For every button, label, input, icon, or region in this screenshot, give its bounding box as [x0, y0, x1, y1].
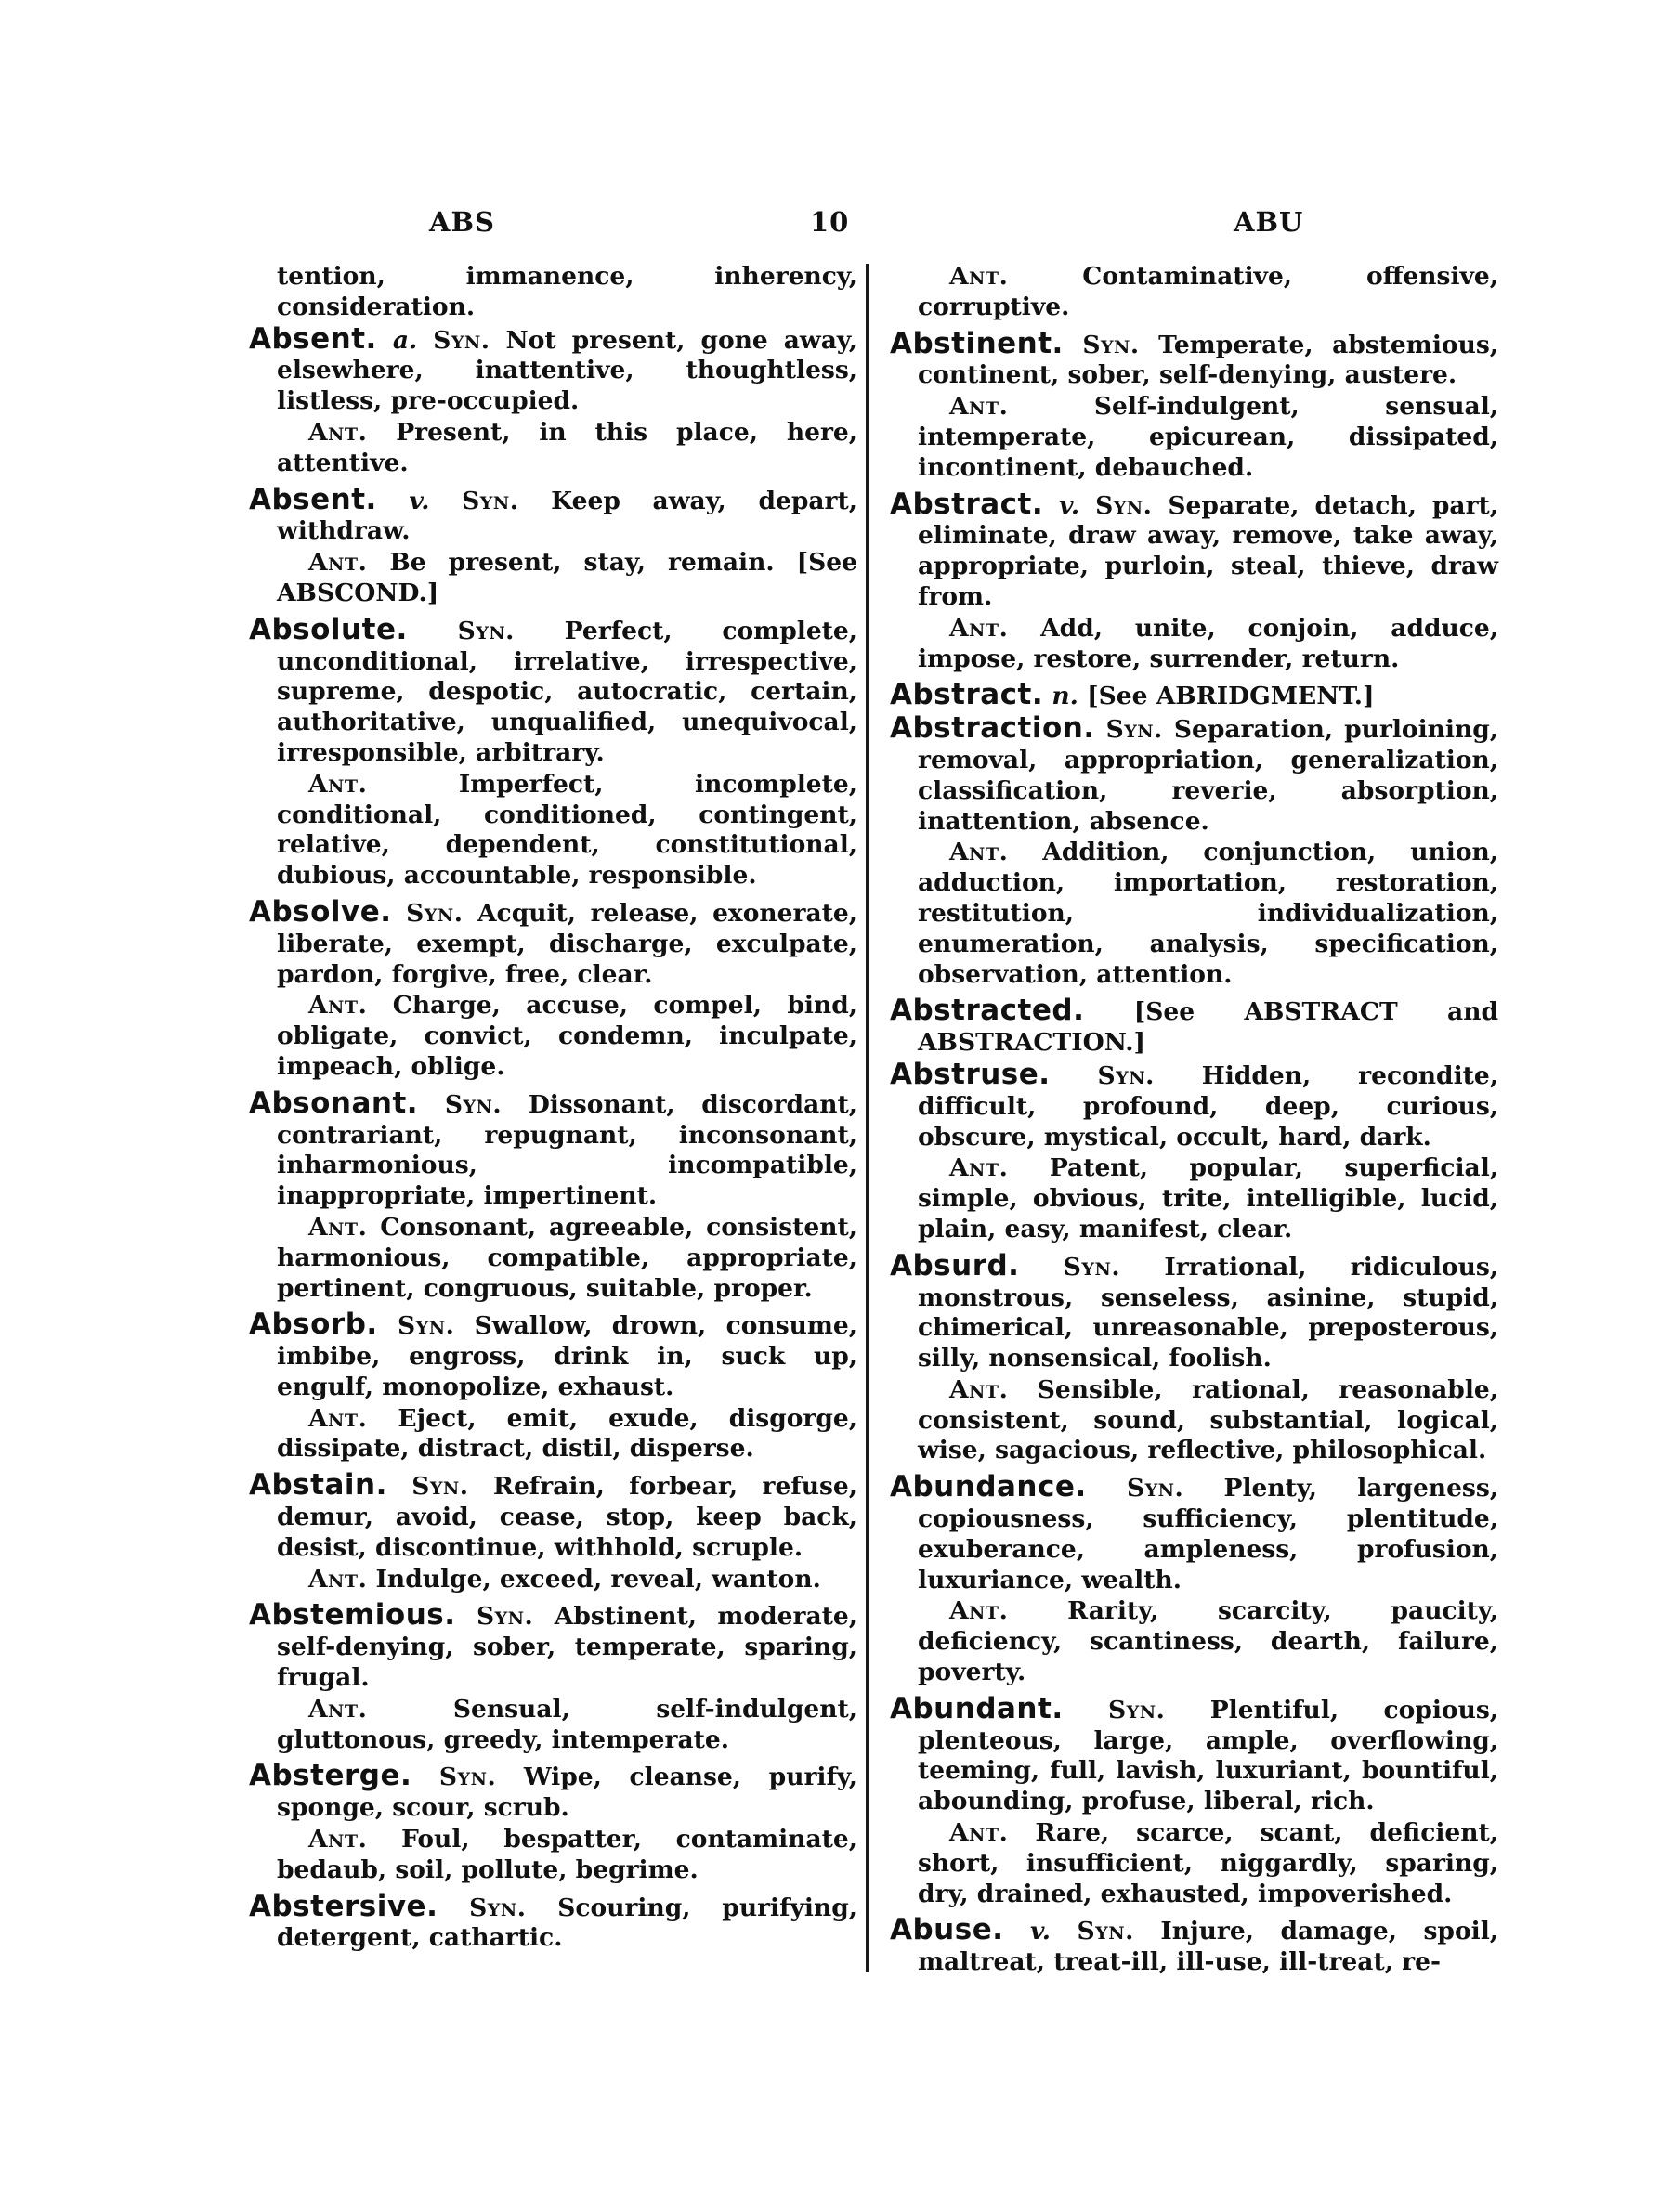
- headword: Abstract.: [890, 487, 1044, 521]
- synonym-label: Syn.: [462, 486, 519, 515]
- headword: Abstruse.: [890, 1057, 1051, 1091]
- synonym-label: Syn.: [406, 898, 464, 928]
- synonym-label: Syn.: [411, 1472, 469, 1502]
- antonym-list: Present, in this place, here, attentive.: [277, 417, 857, 477]
- dictionary-entry: [249, 1470, 857, 1563]
- dictionary-entry: [890, 1472, 1498, 1595]
- headword: Absolve.: [249, 894, 392, 929]
- antonym-list: Self-indulgent, sensual, intemperate, epicurean, dissipated, incontinent, debauched.: [918, 392, 1498, 482]
- antonym-block: [249, 1213, 857, 1304]
- synonym-list: Acquit, release, exonerate, liberate, exempt, discharge, exculpate, pardon, forgive, free, clear.: [277, 898, 857, 989]
- synonym-list: Plentiful, copious, plenteous, large, ample, overflowing, teeming, full, lavish, luxuriant, bountiful, abounding, profuse, liberal, rich.: [918, 1695, 1498, 1816]
- dictionary-entry: [890, 1057, 1498, 1152]
- antonym-list: Add, unite, conjoin, adduce, impose, restore, surrender, return.: [918, 613, 1498, 673]
- headword: Abstraction.: [890, 711, 1095, 746]
- antonym-block: [249, 1565, 857, 1595]
- antonym-list: Foul, bespatter, contaminate, bedaub, soil, pollute, begrime.: [277, 1825, 857, 1884]
- synonym-list: Dissonant, discordant, contrariant, repugnant, inconsonant, inharmonious, incompatible, inappropriate, impertinent.: [277, 1089, 857, 1211]
- synonym-list: Refrain, forbear, refuse, demur, avoid, cease, stop, keep back, desist, discontinue, withhold, scruple.: [277, 1472, 858, 1562]
- headword: Abundance.: [890, 1470, 1087, 1504]
- synonym-list: Injure, damage, spoil, maltreat, treat-ill, ill-use, ill-treat, re-: [918, 1917, 1498, 1977]
- synonym-list: Swallow, drown, consume, imbibe, engross, drink in, suck up, engulf, monopolize, exhaust.: [277, 1311, 858, 1401]
- antonym-block: [890, 1818, 1498, 1909]
- dictionary-entry: [249, 894, 857, 990]
- antonym-list: Imperfect, incomplete, conditional, conditioned, contingent, relative, dependent, constitutional, dubious, accountable, responsible.: [277, 769, 857, 891]
- headword: Absterge.: [249, 1759, 412, 1793]
- antonym-block: [890, 392, 1498, 483]
- antonym-list: Sensible, rational, reasonable, consistent, sound, substantial, logical, wise, sagacious, reflective, philosophical.: [918, 1374, 1498, 1465]
- dictionary-entry: [249, 1309, 857, 1402]
- antonym-label: Ant.: [949, 392, 1009, 422]
- antonym-list: Patent, popular, superficial, simple, obvious, trite, intelligible, lucid, plain, easy, manifest, clear.: [918, 1153, 1499, 1243]
- antonym-list: Indulge, exceed, reveal, wanton.: [375, 1564, 821, 1594]
- synonym-label: Syn.: [444, 1089, 503, 1119]
- synonym-label: Syn.: [1082, 330, 1140, 359]
- synonym-list: Separate, detach, part, eliminate, draw away, remove, take away, appropriate, purloin, steal, thieve, draw from.: [918, 490, 1499, 611]
- page-number: 10: [810, 206, 850, 238]
- synonym-label: Syn.: [1063, 1252, 1121, 1282]
- headword: Abundant.: [890, 1691, 1064, 1725]
- dictionary-entry: [249, 1600, 857, 1693]
- synonym-list: Not present, gone away, elsewhere, inattentive, thoughtless, listless, pre-occupied.: [277, 325, 857, 416]
- antonym-label: Ant.: [308, 548, 368, 578]
- synonym-list: Scouring, purifying, detergent, cathartic.: [277, 1893, 858, 1953]
- synonym-list: Hidden, recondite, difficult, profound, deep, curious, obscure, mystical, occult, hard, dark.: [918, 1060, 1498, 1152]
- antonym-block: [890, 838, 1498, 990]
- antonym-label: Ant.: [949, 838, 1009, 867]
- dictionary-entry: [890, 995, 1498, 1059]
- dictionary-entry: [890, 1248, 1498, 1374]
- dictionary-entry: [249, 482, 857, 548]
- antonym-list: Eject, emit, exude, disgorge, dissipate, distract, distil, disperse.: [277, 1403, 857, 1464]
- dictionary-entry: [249, 1088, 857, 1212]
- antonym-block: [890, 1153, 1498, 1244]
- headword: Absent.: [249, 321, 377, 356]
- antonym-label: Ant.: [308, 1564, 368, 1594]
- antonym-label: Ant.: [949, 613, 1009, 643]
- dictionary-entry: [890, 1691, 1498, 1817]
- headword: Absonant.: [249, 1086, 419, 1120]
- synonym-label: Syn.: [476, 1602, 534, 1632]
- synonym-list: Irrational, ridiculous, monstrous, senseless, asinine, stupid, chimerical, unreasonable, preposterous, silly, nonsensical, foolish.: [918, 1252, 1498, 1373]
- synonym-list: Plenty, largeness, copiousness, sufficiency, plentitude, exuberance, ampleness, profusion, luxuriance, wealth.: [918, 1474, 1498, 1594]
- headword: Abstemious.: [249, 1598, 456, 1633]
- synonym-label: Syn.: [1097, 1060, 1155, 1090]
- antonym-list: Be present, stay, remain. [See ABSCOND.]: [277, 548, 858, 607]
- headword: Absolute.: [249, 612, 408, 646]
- synonym-list: Perfect, complete, unconditional, irrelative, irrespective, supreme, despotic, autocratic, certain, authoritative, unqualified, unequivocal, irresponsible, arbitrary.: [277, 616, 858, 767]
- running-header: [0, 206, 1659, 253]
- antonym-label: Ant.: [949, 1596, 1009, 1626]
- antonym-block: [249, 418, 857, 479]
- antonym-label: Ant.: [308, 991, 368, 1021]
- synonym-list: Separation, purloining, removal, appropriation, generalization, classification, reverie, absorption, inattention, absence.: [918, 715, 1498, 836]
- antonym-block: [890, 1375, 1498, 1466]
- part-of-speech: a.: [392, 325, 418, 355]
- antonym-label: Ant.: [308, 1212, 368, 1242]
- antonym-block: [890, 614, 1498, 675]
- synonym-label: Syn.: [457, 616, 515, 645]
- dictionary-entry: [890, 680, 1498, 712]
- synonym-list: Temperate, abstemious, continent, sober, self-denying, austere.: [918, 330, 1498, 390]
- antonym-label: Ant.: [949, 262, 1009, 291]
- header-left-guideword: ABS: [429, 206, 495, 238]
- headword: Abstract.: [890, 678, 1044, 712]
- dictionary-entry: [249, 1761, 857, 1824]
- antonym-list: Contaminative, offensive, corruptive.: [918, 262, 1498, 321]
- antonym-list: Sensual, self-indulgent, gluttonous, greedy, intemperate.: [277, 1694, 857, 1754]
- antonym-block: [249, 770, 857, 891]
- antonym-list: Addition, conjunction, union, adduction, importation, restoration, restitution, individualization, enumeration, analysis, specification, observation, attention.: [918, 838, 1498, 989]
- synonym-label: Syn.: [1077, 1917, 1134, 1946]
- synonym-label: Syn.: [1108, 1695, 1166, 1724]
- part-of-speech: n.: [1052, 682, 1078, 711]
- antonym-block: [249, 991, 857, 1082]
- headword: Abstain.: [249, 1468, 387, 1503]
- antonym-block: [249, 1825, 857, 1886]
- dictionary-entry: [249, 1889, 858, 1955]
- right-column: [890, 262, 1498, 1979]
- headword: Abuse.: [890, 1913, 1004, 1947]
- antonym-list: Rare, scarce, scant, deficient, short, insufficient, niggardly, sparing, dry, drained, exhausted, impoverished.: [918, 1818, 1498, 1908]
- synonym-label: Syn.: [1126, 1474, 1184, 1503]
- dictionary-entry: [249, 321, 857, 417]
- synonym-label: Syn.: [1105, 715, 1163, 745]
- antonym-block: [249, 548, 857, 609]
- synonym-list: Abstinent, moderate, self-denying, sober, temperate, sparing, frugal.: [277, 1602, 857, 1693]
- headword: Abstersive.: [249, 1889, 438, 1923]
- dictionary-entry: [890, 489, 1498, 613]
- header-right-guideword: ABU: [1234, 206, 1304, 238]
- antonym-label: Ant.: [308, 417, 368, 447]
- dictionary-entry: [890, 1915, 1498, 1978]
- synonym-label: Syn.: [398, 1311, 455, 1341]
- antonym-list: Rarity, scarcity, paucity, deficiency, scantiness, dearth, failure, poverty.: [918, 1596, 1498, 1687]
- part-of-speech: v.: [1059, 490, 1080, 520]
- dictionary-entry: [249, 612, 858, 769]
- synonym-label: Syn.: [438, 1763, 497, 1792]
- antonym-label: Ant.: [308, 1825, 368, 1854]
- headword: Absurd.: [890, 1248, 1020, 1282]
- continued-text: tention, immanence, inherency, consideration.: [277, 262, 857, 321]
- cross-reference: [See ABSTRACT and ABSTRACTION.]: [918, 997, 1498, 1058]
- antonym-list: Charge, accuse, compel, bind, obligate, convict, condemn, inculpate, impeach, oblige.: [277, 991, 857, 1081]
- headword: Absorb.: [249, 1308, 378, 1342]
- synonym-list: Keep away, depart, withdraw.: [277, 486, 857, 546]
- headword: Abstinent.: [890, 326, 1064, 360]
- left-column: [249, 262, 857, 1955]
- synonym-label: Syn.: [1095, 490, 1153, 520]
- antonym-list: Consonant, agreeable, consistent, harmonious, compatible, appropriate, pertinent, congruous, suitable, proper.: [277, 1212, 857, 1303]
- part-of-speech: v.: [1030, 1917, 1052, 1946]
- antonym-continuation: [890, 262, 1498, 323]
- antonym-label: Ant.: [949, 1818, 1009, 1848]
- antonym-label: Ant.: [949, 1153, 1009, 1183]
- column-divider: [866, 264, 869, 1972]
- synonym-list: Wipe, cleanse, purify, sponge, scour, scrub.: [277, 1763, 857, 1823]
- entry-continuation: [249, 262, 857, 323]
- antonym-label: Ant.: [308, 1403, 368, 1433]
- antonym-block: [249, 1695, 857, 1756]
- antonym-label: Ant.: [308, 1694, 368, 1724]
- synonym-label: Syn.: [469, 1893, 527, 1922]
- antonym-label: Ant.: [949, 1374, 1009, 1404]
- part-of-speech: v.: [409, 486, 430, 515]
- antonym-label: Ant.: [308, 769, 368, 799]
- cross-reference: [See ABRIDGMENT.]: [1087, 682, 1375, 711]
- dictionary-entry: [890, 713, 1498, 837]
- headword: Absent.: [249, 482, 377, 516]
- synonym-label: Syn.: [433, 325, 490, 355]
- headword: Abstracted.: [890, 994, 1085, 1028]
- antonym-block: [249, 1404, 857, 1465]
- dictionary-entry: [890, 326, 1498, 392]
- antonym-block: [890, 1596, 1498, 1687]
